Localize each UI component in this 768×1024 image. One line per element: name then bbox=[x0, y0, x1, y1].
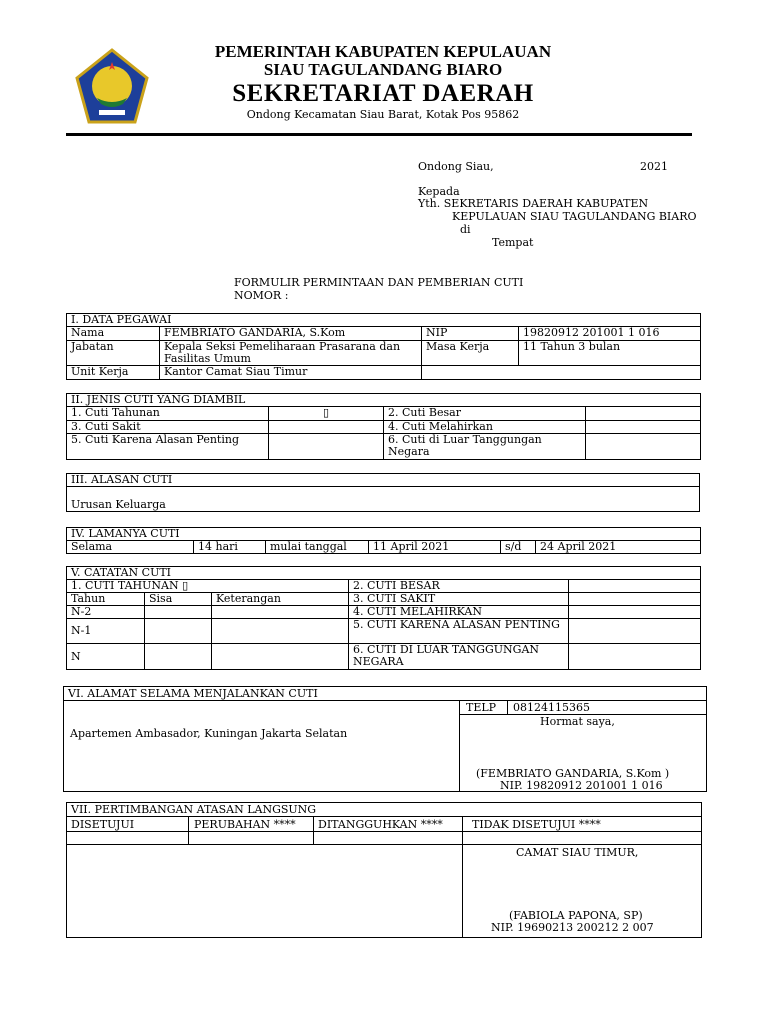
cuti-alasan-penting-checkbox[interactable] bbox=[269, 434, 384, 460]
form-title: FORMULIR PERMINTAAN DAN PEMBERIAN CUTI bbox=[234, 276, 524, 289]
recipient-di: di bbox=[460, 223, 471, 236]
letterhead-line1: PEMERINTAH KABUPATEN KEPULAUAN bbox=[214, 42, 552, 61]
cuti-melahirkan: 4. Cuti Melahirkan bbox=[384, 421, 586, 434]
section-lamanya-cuti bbox=[66, 527, 701, 554]
approver-signature-nip: NIP. 19690213 200212 2 007 bbox=[491, 921, 654, 934]
jabatan-value: Kepala Seksi Pemeliharaan Prasarana dan Fasilitas Umum bbox=[160, 341, 422, 366]
row-year: N-1 bbox=[67, 619, 145, 644]
section-header: III. ALASAN CUTI bbox=[67, 474, 700, 487]
cuti-sakit: 3. Cuti Sakit bbox=[67, 421, 269, 434]
cuti-luar-tanggungan-checkbox[interactable] bbox=[586, 434, 701, 460]
approver-signature-name: (FABIOLA PAPONA, SP) bbox=[509, 909, 643, 922]
nip-value: 19820912 201001 1 016 bbox=[519, 327, 701, 341]
letterhead-line2: SIAU TAGULANDANG BIARO bbox=[263, 60, 503, 79]
applicant-signature-name: (FEMBRIATO GANDARIA, S.Kom ) bbox=[476, 767, 670, 780]
alamat-value: Apartemen Ambasador, Kuningan Jakarta Selatan bbox=[70, 727, 348, 740]
place-date: Ondong Siau, bbox=[418, 160, 494, 173]
section-pertimbangan bbox=[66, 802, 702, 938]
cuti-sakit-checkbox[interactable] bbox=[269, 421, 384, 434]
camat-title: CAMAT SIAU TIMUR, bbox=[516, 846, 639, 859]
selama-label: Selama bbox=[67, 541, 194, 554]
cuti-melahirkan-checkbox[interactable] bbox=[586, 421, 701, 434]
row-year: N bbox=[67, 644, 145, 670]
section-header: VII. PERTIMBANGAN ATASAN LANGSUNG bbox=[71, 803, 317, 816]
sd-label: s/d bbox=[501, 541, 536, 554]
form-nomor: NOMOR : bbox=[234, 289, 289, 302]
catatan-cuti-melahirkan: 4. CUTI MELAHIRKAN bbox=[349, 606, 569, 619]
regency-emblem-icon bbox=[73, 48, 151, 126]
letter-year: 2021 bbox=[640, 160, 668, 173]
masa-kerja-label: Masa Kerja bbox=[422, 341, 519, 366]
unit-kerja-label: Unit Kerja bbox=[67, 366, 160, 380]
section-header: VI. ALAMAT SELAMA MENJALANKAN CUTI bbox=[68, 687, 318, 700]
letterhead-divider bbox=[66, 133, 692, 136]
hormat-saya: Hormat saya, bbox=[540, 715, 615, 728]
section-header: V. CATATAN CUTI bbox=[67, 567, 701, 580]
nama-value: FEMBRIATO GANDARIA, S.Kom bbox=[160, 327, 422, 341]
section-jenis-cuti bbox=[66, 393, 701, 460]
cuti-luar-tanggungan: 6. Cuti di Luar Tanggungan Negara bbox=[384, 434, 586, 460]
recipient-line2: KEPULAUAN SIAU TAGULANDANG BIARO bbox=[452, 210, 697, 223]
masa-kerja-value: 11 Tahun 3 bulan bbox=[519, 341, 701, 366]
section-alamat-cuti bbox=[63, 686, 707, 792]
section-catatan-cuti bbox=[66, 566, 701, 670]
tidak-disetujui-label: TIDAK DISETUJUI **** bbox=[472, 818, 601, 831]
catatan-cuti-penting: 5. CUTI KARENA ALASAN PENTING bbox=[349, 619, 569, 644]
applicant-signature-nip: NIP. 19820912 201001 1 016 bbox=[500, 779, 663, 792]
alasan-cuti-text: Urusan Keluarga bbox=[67, 487, 700, 512]
ditangguhkan-label: DITANGGUHKAN **** bbox=[318, 818, 443, 831]
kepada: Kepada bbox=[418, 185, 460, 198]
col-keterangan: Keterangan bbox=[212, 593, 349, 606]
letterhead-title: SEKRETARIAT DAERAH bbox=[232, 80, 534, 107]
letterhead-address: Ondong Kecamatan Siau Barat, Kotak Pos 95862 bbox=[246, 108, 520, 121]
cuti-tahunan-checkbox[interactable]: ▯ bbox=[269, 407, 384, 421]
disetujui-label: DISETUJUI bbox=[71, 818, 135, 831]
row-year: N-2 bbox=[67, 606, 145, 619]
section-header: IV. LAMANYA CUTI bbox=[67, 528, 701, 541]
catatan-cuti-besar: 2. CUTI BESAR bbox=[349, 580, 569, 593]
catatan-cuti-tahunan: 1. CUTI TAHUNAN ▯ bbox=[67, 580, 349, 593]
lama-value: 14 hari bbox=[194, 541, 266, 554]
catatan-cuti-luar: 6. CUTI DI LUAR TANGGUNGAN NEGARA bbox=[349, 644, 569, 670]
section-header: II. JENIS CUTI YANG DIAMBIL bbox=[67, 394, 701, 407]
mulai-label: mulai tanggal bbox=[266, 541, 369, 554]
col-tahun: Tahun bbox=[67, 593, 145, 606]
section-header: I. DATA PEGAWAI bbox=[67, 314, 701, 327]
col-sisa: Sisa bbox=[145, 593, 212, 606]
nama-label: Nama bbox=[67, 327, 160, 341]
end-date: 24 April 2021 bbox=[536, 541, 701, 554]
catatan-cuti-sakit: 3. CUTI SAKIT bbox=[349, 593, 569, 606]
cuti-alasan-penting: 5. Cuti Karena Alasan Penting bbox=[67, 434, 269, 460]
telp-label: TELP bbox=[466, 701, 497, 714]
recipient-line1: Yth. SEKRETARIS DAERAH KABUPATEN bbox=[418, 197, 649, 210]
unit-kerja-value: Kantor Camat Siau Timur bbox=[160, 366, 422, 380]
section-alasan-cuti bbox=[66, 473, 700, 512]
jabatan-label: Jabatan bbox=[67, 341, 160, 366]
recipient-tempat: Tempat bbox=[492, 236, 534, 249]
nip-label: NIP bbox=[422, 327, 519, 341]
telp-value: 08124115365 bbox=[513, 701, 590, 714]
cuti-tahunan: 1. Cuti Tahunan bbox=[67, 407, 269, 421]
cuti-besar: 2. Cuti Besar bbox=[384, 407, 586, 421]
perubahan-label: PERUBAHAN **** bbox=[194, 818, 296, 831]
section-data-pegawai bbox=[66, 313, 701, 380]
start-date: 11 April 2021 bbox=[369, 541, 501, 554]
cuti-besar-checkbox[interactable] bbox=[586, 407, 701, 421]
